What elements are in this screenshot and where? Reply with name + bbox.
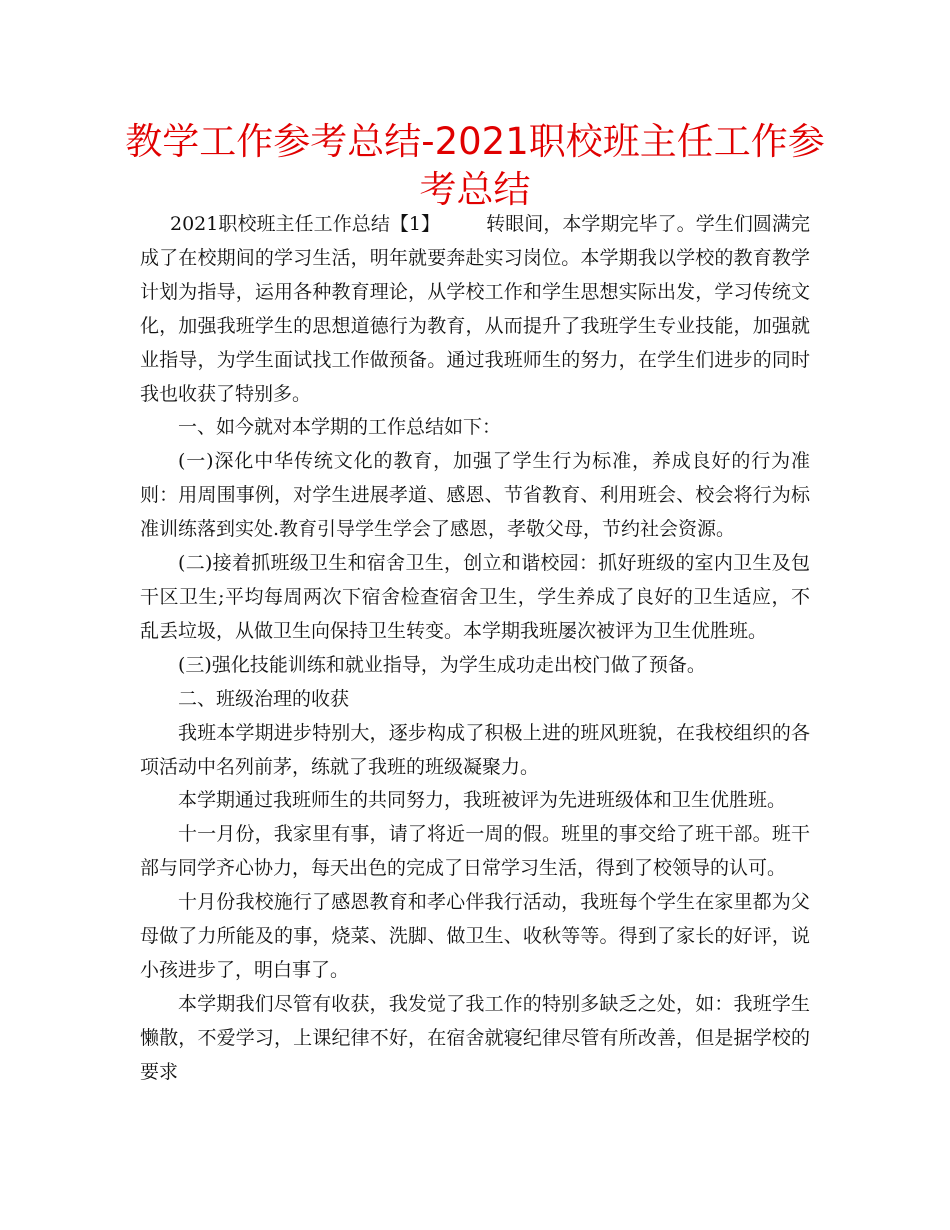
paragraph-october: 十月份我校施行了感恩教育和孝心伴我行活动，我班每个学生在家里都为父母做了力所能及的事，烧菜、洗脚、做卫生、收秋等等。得到了家长的好评，说小孩进步了，明白事了。 [140,891,810,981]
paragraph-awards: 本学期通过我班师生的共同努力，我班被评为先进班级体和卫生优胜班。 [178,789,787,812]
paragraph-progress: 我班本学期进步特别大，逐步构成了积极上进的班风班貌，在我校组织的各项活动中名列前茅，练就了我班的班级凝聚力。 [140,721,810,778]
document-body [140,208,810,1090]
paragraph-november: 十一月份，我家里有事，请了将近一周的假。班里的事交给了班干部。班干部与同学齐心协力，每天出色的完成了日常学习生活，得到了校领导的认可。 [140,823,810,880]
intro-paragraph [140,208,810,411]
section-heading-summary: 一、如今就对本学期的工作总结如下： [178,416,502,439]
section-heading-management: 二、班级治理的收获 [178,687,350,710]
paragraph-hygiene: (二)接着抓班级卫生和宿舍卫生，创立和谐校园：抓好班级的室内卫生及包干区卫生;平均每周两次下宿舍检查宿舍卫生，学生养成了良好的卫生适应，不乱丢垃圾，从做卫生向保持卫生转变。本学期我班屡次被评为卫生优胜班。 [140,552,810,642]
intro-heading: 2021职校班主任工作总结【1】 [170,213,441,235]
paragraph-skills-training: (三)强化技能训练和就业指导，为学生成功走出校门做了预备。 [178,653,706,676]
paragraph-shortcomings: 本学期我们尽管有收获，我发觉了我工作的特别多缺乏之处，如：我班学生懒散，不爱学习，上课纪律不好，在宿舍就寝纪律尽管有所改善，但是据学校的要求 [140,992,810,1083]
paragraph-traditional-culture: (一)深化中华传统文化的教育，加强了学生行为标准，养成良好的行为准则：用周围事例，对学生进展孝道、感恩、节省教育、利用班会、校会将行为标准训练落到实处.教育引导学生学会了感恩，孝敬父母，节约社会资源。 [140,450,810,541]
intro-text: 转眼间，本学期完毕了。学生们圆满完成了在校期间的学习生活，明年就要奔赴实习岗位。本学期我以学校的教育教学计划为指导，运用各种教育理论，从学校工作和学生思想实际出发，学习传统文化，加强我班学生的思想道德行为教育，从而提升了我班学生专业技能，加强就业指导，为学生面试找工作做预备。通过我班师生的努力，在学生们进步的同时我也收获了特别多。 [140,213,810,405]
document-title: 教学工作参考总结-2021职校班主任工作参考总结 [125,120,825,211]
